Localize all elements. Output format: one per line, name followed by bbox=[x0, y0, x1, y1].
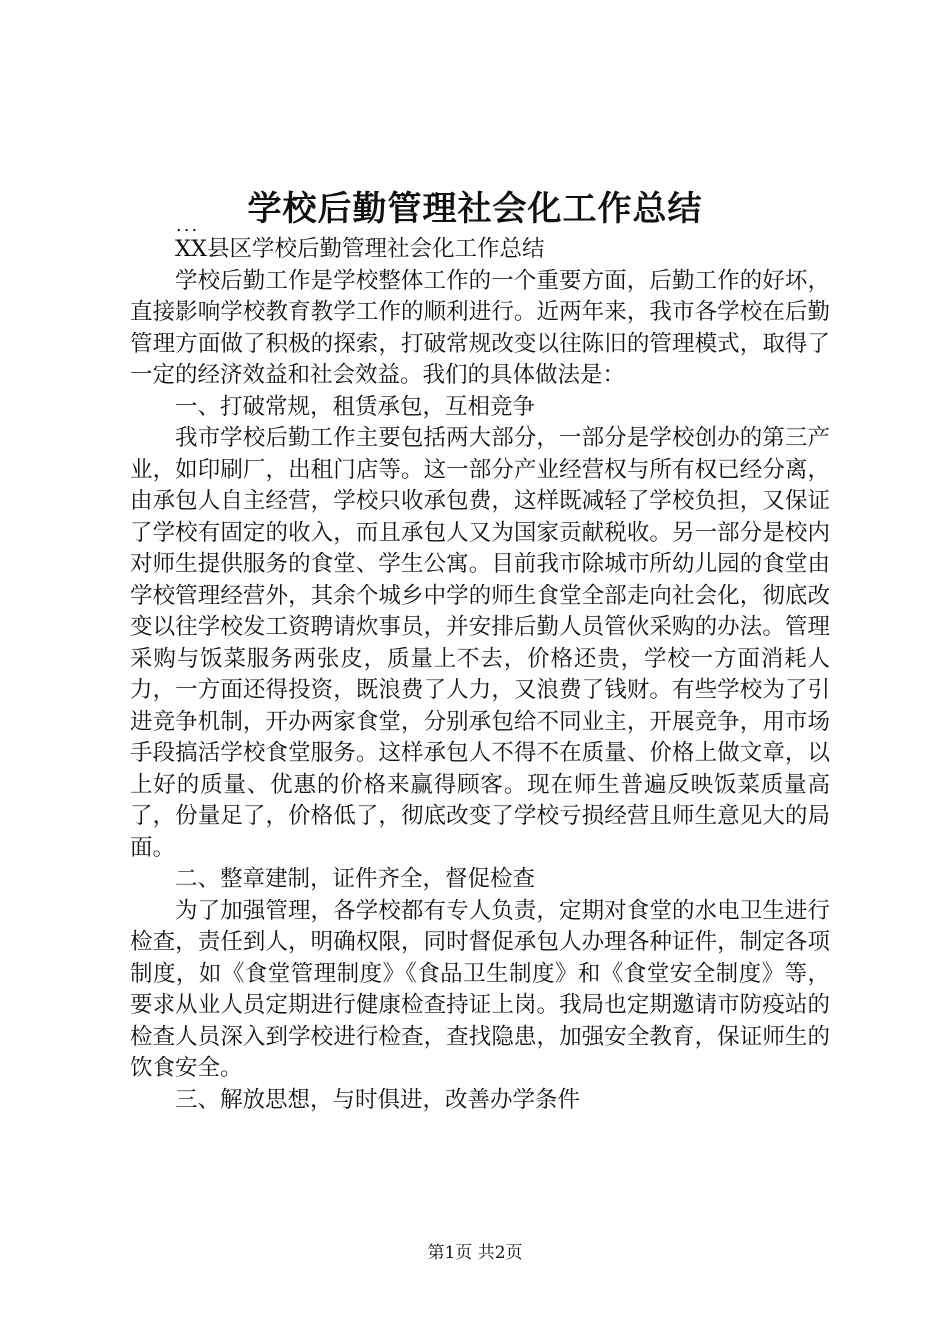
section-1-paragraph: 我市学校后勤工作主要包括两大部分，一部分是学校创办的第三产业，如印刷厂，出租门店等。这一部分产业经营权与所有权已经分离，由承包人自主经营，学校只收承包费，这样既减轻了学校负担，又保证了学校有固定的收入，而且承包人又为国家贡献税收。另一部分是校内对师生提供服务的食堂、学生公寓。目前我市除城市所幼儿园的食堂由学校管理经营外，其余个城乡中学的师生食堂全部走向社会化，彻底改变以往学校发工资聘请炊事员，并安排后勤人员管伙采购的办法。管理采购与饭菜服务两张皮，质量上不去，价格还贵，学校一方面消耗人力，一方面还得投资，既浪费了人力，又浪费了钱财。有些学校为了引进竞争机制，开办两家食堂，分别承包给不同业主，开展竞争，用市场手段搞活学校食堂服务。这样承包人不得不在质量、价格上做文章，以上好的质量、优惠的价格来赢得顾客。现在师生普遍反映饭菜质量高了，份量足了，价格低了，彻底改变了学校亏损经营且师生意见大的局面。 bbox=[130, 425, 830, 861]
intro-paragraph: 学校后勤工作是学校整体工作的一个重要方面，后勤工作的好坏，直接影响学校教育教学工作的顺利进行。近两年来，我市各学校在后勤管理方面做了积极的探索，打破常规改变以往陈旧的管理模式，取得了一定的经济效益和社会效益。我们的具体做法是： bbox=[130, 267, 830, 388]
ellipsis-mark: ... bbox=[176, 215, 200, 236]
section-heading-1: 一、打破常规，租赁承包，互相竞争 bbox=[175, 393, 536, 420]
subtitle-paragraph: XX县区学校后勤管理社会化工作总结 bbox=[175, 236, 545, 262]
section-2-paragraph: 为了加强管理，各学校都有专人负责，定期对食堂的水电卫生进行检查，责任到人，明确权限，同时督促承包人办理各种证件，制定各项制度，如《食堂管理制度》《食品卫生制度》和《食堂安全制度》等，要求从业人员定期进行健康检查持证上岗。我局也定期邀请市防疫站的检查人员深入到学校进行检查，查找隐患，加强安全教育，保证师生的饮食安全。 bbox=[130, 897, 830, 1081]
document-title: 学校后勤管理社会化工作总结 bbox=[247, 189, 703, 229]
page-number-footer: 第1页 共2页 bbox=[427, 1243, 523, 1263]
document-body bbox=[130, 234, 830, 1116]
section-heading-3: 三、解放思想，与时俱进，改善办学条件 bbox=[175, 1086, 581, 1113]
section-heading-2: 二、整章建制，证件齐全，督促检查 bbox=[175, 866, 536, 892]
